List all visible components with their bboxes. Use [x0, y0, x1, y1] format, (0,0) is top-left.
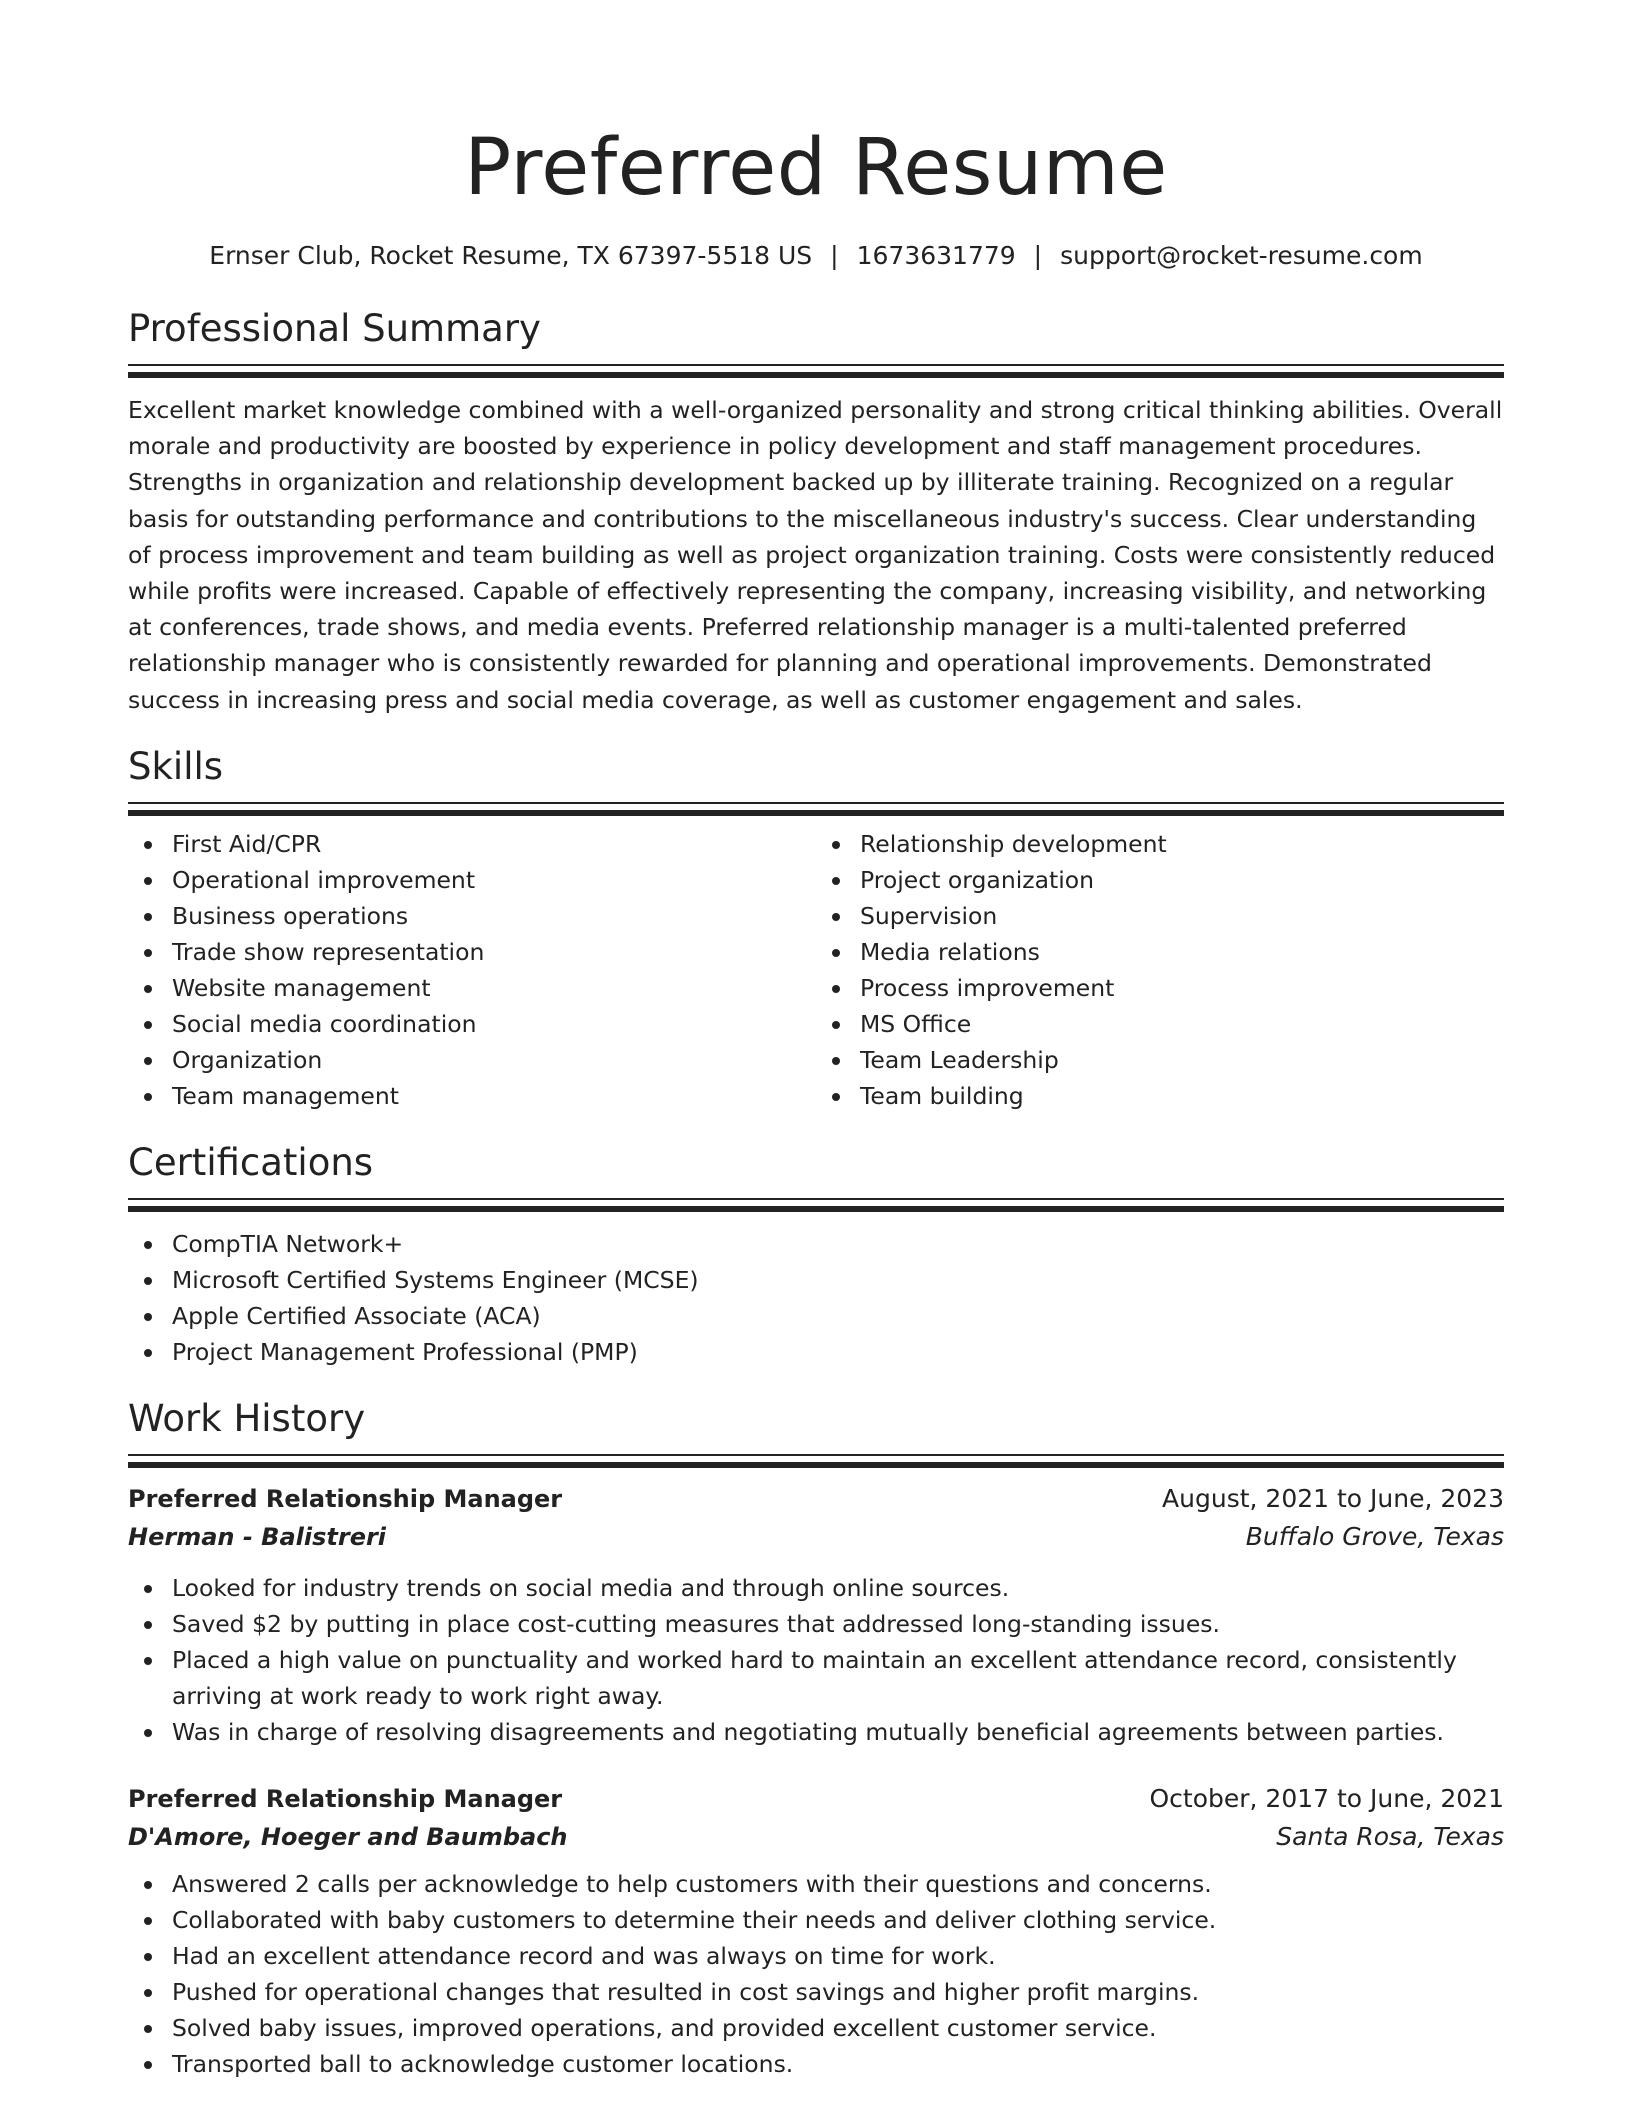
skills-grid — [128, 826, 1504, 1114]
summary-section — [128, 306, 1504, 718]
list-item: Collaborated with baby customers to determine their needs and deliver clothing service. — [172, 1902, 1504, 1938]
certifications-section — [128, 1140, 1504, 1370]
rule-thick — [128, 1462, 1504, 1468]
list-item: Operational improvement — [172, 862, 816, 898]
section-title-work: Work History — [128, 1396, 366, 1440]
list-item: Solved baby issues, improved operations, and provided excellent customer service. — [172, 2010, 1504, 2046]
list-item: Microsoft Certified Systems Engineer (MCSE) — [172, 1262, 1504, 1298]
section-rule — [128, 1198, 1504, 1212]
list-item: Business operations — [172, 898, 816, 934]
job-location: Santa Rosa, Texas — [1276, 1821, 1504, 1851]
rule-thin — [128, 802, 1504, 804]
contact-phone: 1673631779 — [856, 241, 1016, 270]
list-item: CompTIA Network+ — [172, 1226, 1504, 1262]
section-rule — [128, 364, 1504, 378]
rule-thin — [128, 1198, 1504, 1200]
skills-list-left — [128, 826, 816, 1114]
list-item: Pushed for operational changes that resulted in cost savings and higher profit margins. — [172, 1974, 1504, 2010]
list-item: Team building — [860, 1078, 1504, 1114]
job-company: D'Amore, Hoeger and Baumbach — [128, 1822, 568, 1851]
section-title-summary: Professional Summary — [128, 307, 541, 350]
rule-thin — [128, 1454, 1504, 1456]
job-dates: August, 2021 to June, 2023 — [1162, 1483, 1504, 1513]
list-item: Trade show representation — [172, 934, 816, 970]
contact-address: Ernser Club, Rocket Resume, TX 67397-5518 US — [209, 241, 813, 270]
job-bullets — [128, 1866, 1504, 2082]
rule-thin — [128, 364, 1504, 366]
job-location: Buffalo Grove, Texas — [1245, 1521, 1504, 1551]
rule-thick — [128, 372, 1504, 378]
job-subheader — [128, 1818, 1504, 1856]
job-subheader — [128, 1518, 1504, 1556]
list-item: Organization — [172, 1042, 816, 1078]
job-entry — [128, 1780, 1504, 2082]
list-item: Website management — [172, 970, 816, 1006]
job-title: Preferred Relationship Manager — [128, 1484, 563, 1513]
section-title-certifications: Certifications — [128, 1140, 374, 1184]
contact-line — [128, 240, 1504, 272]
list-item: Media relations — [860, 934, 1504, 970]
list-item: Placed a high value on punctuality and worked hard to maintain an excellent attendance record, consistently arriving at work ready to work right away. — [172, 1642, 1504, 1714]
rule-thick — [128, 1206, 1504, 1212]
list-item: Project Management Professional (PMP) — [172, 1334, 1504, 1370]
skills-list-right — [816, 826, 1504, 1114]
list-item: Looked for industry trends on social media and through online sources. — [172, 1570, 1504, 1606]
list-item: Had an excellent attendance record and was always on time for work. — [172, 1938, 1504, 1974]
contact-email: support@rocket-resume.com — [1060, 241, 1423, 270]
section-title-skills: Skills — [128, 744, 224, 788]
section-rule — [128, 1454, 1504, 1468]
list-item: Social media coordination — [172, 1006, 816, 1042]
list-item: Transported ball to acknowledge customer locations. — [172, 2046, 1504, 2082]
skills-column-left — [128, 826, 816, 1114]
rule-thick — [128, 810, 1504, 816]
skills-column-right — [816, 826, 1504, 1114]
list-item: Apple Certified Associate (ACA) — [172, 1298, 1504, 1334]
contact-separator: | — [1033, 241, 1043, 270]
contact-separator: | — [830, 241, 839, 270]
list-item: Answered 2 calls per acknowledge to help customers with their questions and concerns. — [172, 1866, 1504, 1902]
list-item: Relationship development — [860, 826, 1504, 862]
job-entry — [128, 1480, 1504, 1750]
section-rule — [128, 802, 1504, 816]
job-dates: October, 2017 to June, 2021 — [1149, 1783, 1504, 1813]
certifications-list — [128, 1226, 1504, 1370]
list-item: MS Office — [860, 1006, 1504, 1042]
list-item: Project organization — [860, 862, 1504, 898]
resume-name: Preferred Resume — [464, 123, 1168, 213]
list-item: First Aid/CPR — [172, 826, 816, 862]
summary-text: Excellent market knowledge combined with a well-organized personality and strong critical thinking abilities. Overall morale and productivity are boosted by experience in policy development and staff management procedures. Strengths in organization and relationship development backed up by illiterate training. Recognized on a regular basis for outstanding performance and contributions to the miscellaneous industry's success. Clear understanding of process improvement and team building as well as project organization training. Costs were consistently reduced while profits were increased. Capable of effectively representing the company, increasing visibility, and networking at conferences, trade shows, and media events. Preferred relationship manager is a multi-talented preferred relationship manager who is consistently rewarded for planning and operational improvements. Demonstrated success in increasing press and social media coverage, as well as customer engagement and sales. — [128, 396, 1503, 714]
job-header — [128, 1780, 1504, 1818]
work-section — [128, 1396, 1504, 2082]
job-title: Preferred Relationship Manager — [128, 1784, 563, 1813]
job-company: Herman - Balistreri — [128, 1522, 387, 1551]
list-item: Process improvement — [860, 970, 1504, 1006]
skills-section — [128, 744, 1504, 1114]
job-header — [128, 1480, 1504, 1518]
list-item: Team management — [172, 1078, 816, 1114]
job-bullets — [128, 1570, 1504, 1750]
list-item: Was in charge of resolving disagreements and negotiating mutually beneficial agreements between parties. — [172, 1714, 1504, 1750]
list-item: Team Leadership — [860, 1042, 1504, 1078]
list-item: Saved $2 by putting in place cost-cutting measures that addressed long-standing issues. — [172, 1606, 1504, 1642]
list-item: Supervision — [860, 898, 1504, 934]
